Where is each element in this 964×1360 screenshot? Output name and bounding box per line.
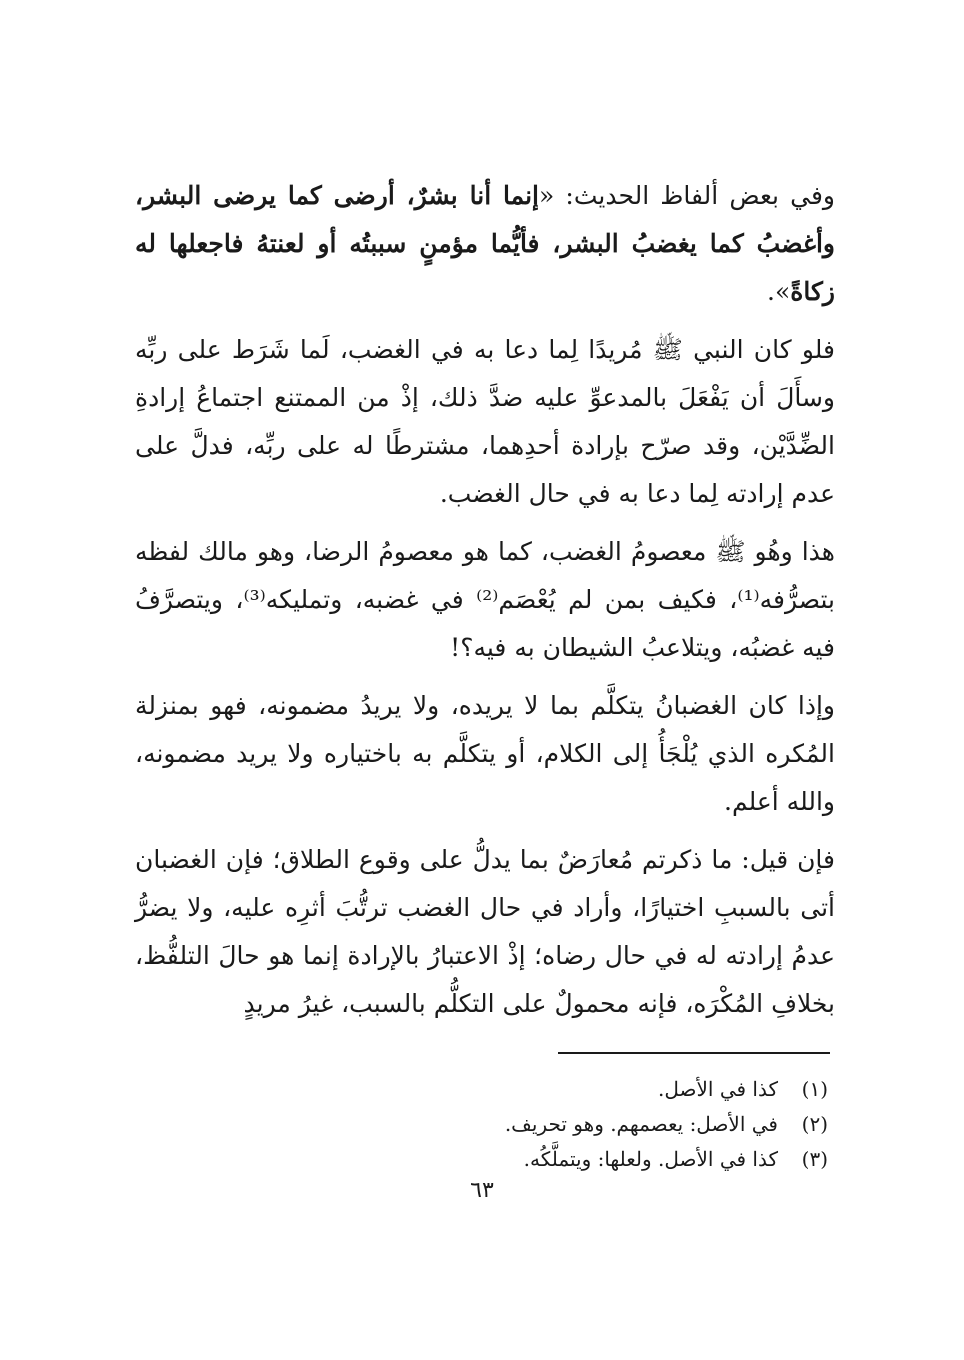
paragraph-hadith <box>135 172 835 316</box>
footnote-item <box>408 1072 828 1107</box>
footnote-text: كذا في الأصل. ولعلها: ويتملَّكُه. <box>523 1147 778 1171</box>
footnote-number: (٣) <box>801 1147 828 1171</box>
hadith-quote: إنما أنا بشرٌ، أرضى كما يرضى البشر، وأغضبُ كما يغضبُ البشر، فأيُّما مؤمنٍ سببتُه أو لعنتهُ فاجعلها له زكاةً <box>135 181 835 306</box>
paragraph-5: فإن قيل: ما ذكرتم مُعارَضٌ بما يدلُّ على وقوع الطلاق؛ فإن الغضبان أتى بالسببِ اختيارًا، وأراد في حال الغضب ترتُّبَ أثرِه عليه، ولا يضرُّ عدمُ إرادته له في حال رضاه؛ إذْ الاعتبارُ بالإرادة إنما هو حالَ التلفُّظ، بخلافِ المُكْرَه، فإنه محمولٌ على التكلُّم بالسبب، غيرُ مريدٍ <box>135 845 835 1018</box>
page-body <box>135 172 835 1038</box>
hadith-intro: وفي بعض ألفاظ الحديث: « <box>539 181 835 210</box>
footnote-text: في الأصل: يعصمهم. وهو تحريف. <box>504 1112 778 1136</box>
footnote-number: (١) <box>801 1077 828 1101</box>
page-number: ٦٣ <box>470 1178 494 1203</box>
paragraph-2: فلو كان النبي ﷺ مُريدًا لِما دعا به في الغضب، لَما شَرَط على ربِّه وسأَلَ أن يَفْعَلَ بالمدعوِّ عليه ضدَّ ذلك، إذْ من الممتنع اجتماعُ إرادةِ الضِّدَّيْن، وقد صرّح بإرادة أحدِهما، مشترطًا له على ربِّه، فدلَّ على عدم إرادته لِما دعا به في حال الغضب. <box>135 335 835 508</box>
footnotes <box>408 1072 828 1177</box>
paragraph-3: هذا وهُو ﷺ معصومُ الغضب، كما هو معصومُ الرضا، وهو مالك لفظه بتصرُّفه⁽¹⁾، فكيف بمن لم يُعْصَم⁽²⁾ في غضبه، وتمليكه⁽³⁾، ويتصرَّفُ فيه غضبُه، ويتلاعبُ الشيطان به فيه؟! <box>135 537 835 662</box>
footnote-divider <box>558 1052 830 1054</box>
hadith-outro: ». <box>767 277 791 306</box>
footnote-number: (٢) <box>801 1112 828 1136</box>
footnote-item <box>408 1142 828 1177</box>
paragraph-4: وإذا كان الغضبانُ يتكلَّم بما لا يريده، ولا يريدُ مضمونه، فهو بمنزلة المُكره الذي يُلْجَأُ إلى الكلام، أو يتكلَّم به باختياره ولا يريد مضمونه، والله أعلم. <box>135 691 835 816</box>
footnote-text: كذا في الأصل. <box>658 1077 778 1101</box>
footnote-item <box>408 1107 828 1142</box>
